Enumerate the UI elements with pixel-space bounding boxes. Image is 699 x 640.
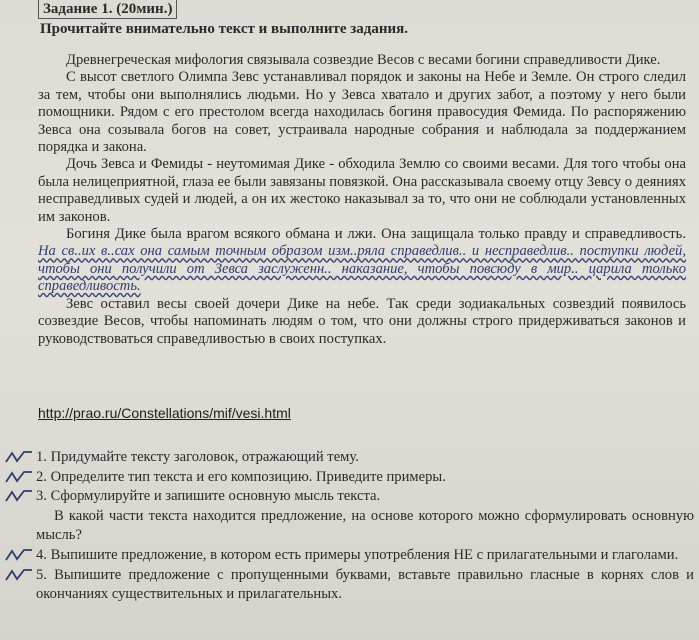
paragraph-4-printed: Богиня Дике была врагом всякого обмана и лжи. Она защищала только правду и справедливость. [66,226,686,243]
task-text: 2. Определите тип текста и его композицию. Приведите примеры. [36,468,446,485]
source-link[interactable]: http://prao.ru/Constellations/mif/vesi.html [38,405,291,421]
task-text: 3. Сформулируйте и запишите основную мысль текста. [36,488,381,505]
paragraph-3: Дочь Зевса и Фемиды - неутомимая Дике - обходила Землю со своими весами. Для того чтобы она была нелицеприятной, глаза ее были завязаны повязкой. Она рассказывала своему отцу Зевсу о деяниях несправедливых судей и людей, а он их жестоко наказывал за то, что они не соблюдали установленных им законов. [38,156,686,225]
task-item [4,487,694,507]
task-subquestion: В какой части текста находится предложение, на основе которого можно сформулировать основную мысль? [36,507,694,544]
task-title: Задание 1. (20мин.) [38,0,177,19]
checkmark-icon [4,488,34,504]
checkmark-icon [4,567,34,583]
task-text: 1. Придумайте тексту заголовок, отражающий тему. [36,449,359,465]
header [38,0,408,39]
checkmark-icon [4,469,34,485]
paragraph-4 [38,226,686,296]
task-item [4,566,694,605]
task-text: 4. Выпишите предложение, в котором есть примеры употребления НЕ с прилагательными и глаголами. [36,546,679,563]
handwritten-sentence: На св..их в..сах она самым точным образом изм..ряла справедлив.. и несправедлив.. поступки людей, чтобы они получили от Зевса заслуженн.. наказание, чтобы повсюду в мир.. царила только справедливость. [38,243,686,295]
task-text: 5. Выпишите предложение с пропущенными буквами, вставьте правильно гласные в корнях слов и окончаниях существительных и прилагательных. [36,566,694,603]
task-item [4,468,694,488]
instruction: Прочитайте внимательно текст и выполните задания. [40,21,409,37]
task-list [4,448,694,605]
task-item [4,546,694,566]
paragraph-1: Древнегреческая мифология связывала созвездие Весов с весами богини справедливости Дике. [66,52,661,68]
paragraph-2: С высот светлого Олимпа Зевс устанавливал порядок и законы на Небе и Земле. Он строго следил за тем, чтобы они выполнялись людьми. Но у Зевса хватало и других забот, а поэтому у него были помощники. Рядом с его престолом всегда находилась богиня правосудия Фемида. По распоряжению Зевса она созывала богов на совет, устраивала народные собрания и наблюдала за поддержанием порядка и закона. [38,69,686,156]
reading-text [38,52,686,348]
task-item [4,448,694,468]
paragraph-5: Зевс оставил весы своей дочери Дике на небе. Так среди зодиакальных созвездий появилось созвездие Весов, чтобы напоминать людям о том, что они должны строго придерживаться законов и руководствоваться справедливостью в своих поступках. [38,295,686,347]
checkmark-icon [4,449,34,465]
checkmark-icon [4,547,34,563]
